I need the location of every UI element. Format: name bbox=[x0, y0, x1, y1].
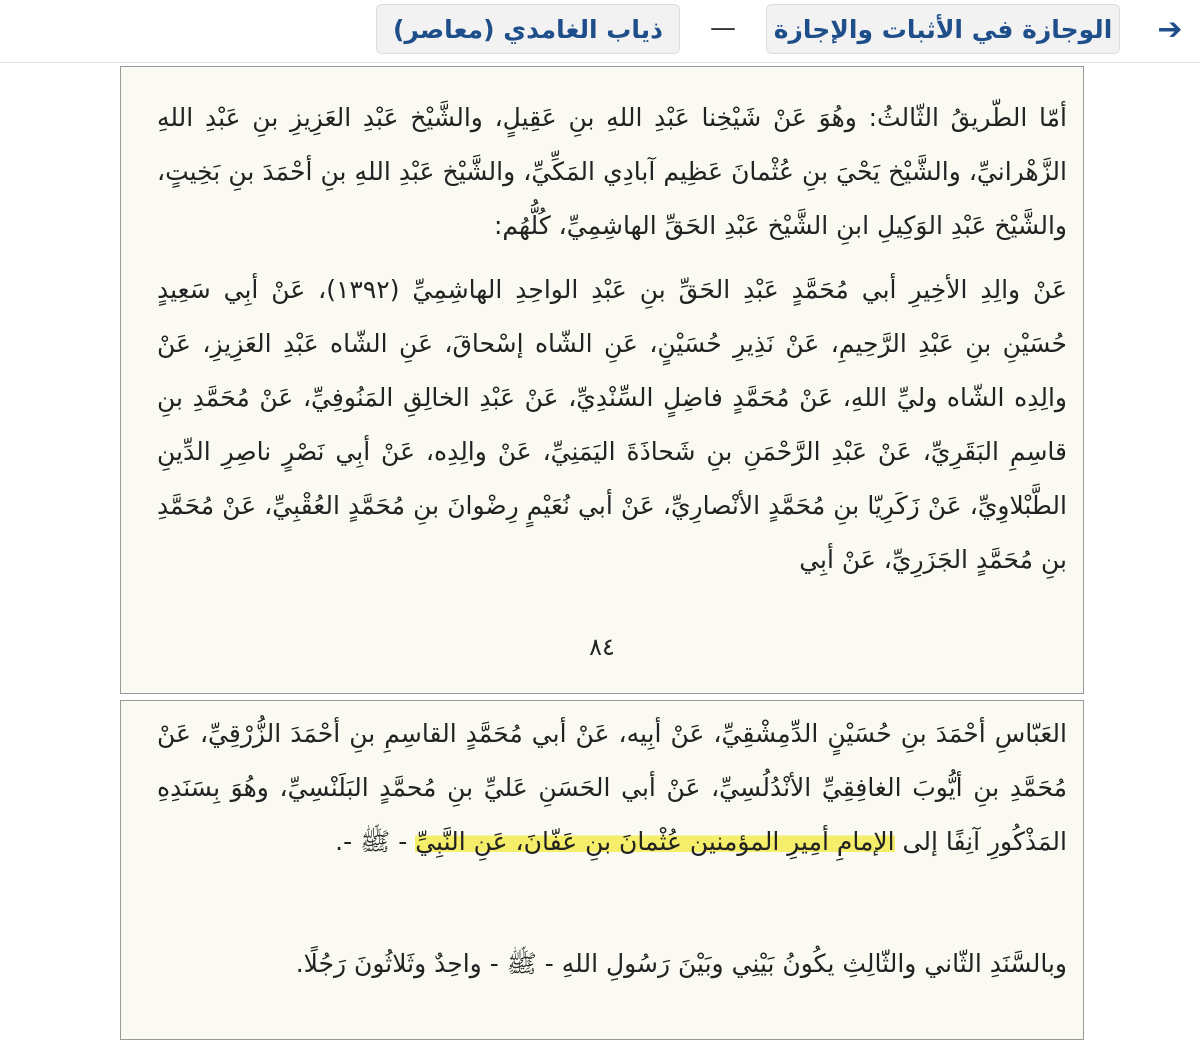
paragraph-chain-text: العَبّاسِ أحْمَدَ بنِ حُسَيْنٍ الدِّمِشْقِيِّ، عَنْ أبِيه، عَنْ أبي مُحَمَّدٍ القاسِمِ بنِ أحْمَدَ الزُّرْقِيِّ، عَنْ مُحَمَّدِ بنِ أيُّوبَ الغافِقِيِّ الأنْدُلُسِيِّ، عَنْ أبي الحَسَنِ عَليِّ بنِ مُحمَّدٍ البَلَنْسِيِّ، وهُوَ بِسَنَدِهِ المَذْكُورِ آنِفًا إلى bbox=[157, 719, 1067, 856]
salutation-text: - ﷺ -. bbox=[335, 827, 408, 856]
author-button[interactable]: ذياب الغامدي (معاصر) bbox=[376, 4, 680, 54]
arrow-right-icon[interactable]: ➔ bbox=[1157, 11, 1183, 47]
paragraph-chain-continued bbox=[157, 707, 1067, 869]
highlighted-text[interactable]: الإمامِ أمِيرِ المؤمنين عُثْمانَ بنِ عَفّانَ، عَنِ النَّبِيِّ bbox=[415, 827, 895, 856]
paragraph-chain: عَنْ والِدِ الأخِيرِ أبي مُحَمَّدٍ عَبْدِ الحَقِّ بنِ عَبْدِ الواحِدِ الهاشِمِيِّ (١٣٩٢)، عَنْ أبِي سَعِيدٍ حُسَيْنِ بنِ عَبْدِ الرَّحِيمِ، عَنْ نَذِيرِ حُسَيْنٍ، عَنِ الشّاه إسْحاقَ، عَنِ الشّاه عَبْدِ العَزِيزِ، عَنْ والِدِه الشّاه وليِّ اللهِ، عَنْ مُحَمَّدٍ فاضِلٍ السِّنْدِيِّ، عَنْ عَبْدِ الخالِقِ المَنُوفِيِّ، عَنْ مُحَمَّدِ بنِ قاسِمِ البَقَرِيِّ، عَنْ عَبْدِ الرَّحْمَنِ بنِ شَحاذَةَ اليَمَنِيِّ، عَنْ والِدِه، عَنْ أبِي نَصْرٍ ناصِرِ الدِّينِ الطَّبْلاوِيِّ، عَنْ زَكَرِيّا بنِ مُحَمَّدٍ الأنْصارِيِّ، عَنْ أبي نُعَيْمٍ رِضْوانَ بنِ مُحَمَّدٍ العُقْبِيِّ، عَنْ مُحَمَّدِ بنِ مُحَمَّدٍ الجَزَرِيِّ، عَنْ أبِي bbox=[157, 275, 1067, 574]
book-page-85 bbox=[120, 700, 1084, 1040]
paragraph-third-route: أمّا الطّريقُ الثّالثُ: وهُوَ عَنْ شَيْخِنا عَبْدِ اللهِ بنِ عَقِيلٍ، والشَّيْخ عَبْدِ العَزِيزِ بنِ عَبْدِ اللهِ الزَّهْرانيِّ، والشَّيْخ يَحْيَ بنِ عُثْمانَ عَظِيم آبادِي المَكِّيِّ، والشَّيْخ عَبْدِ اللهِ بنِ أحْمَدَ بنِ بَخِيتٍ، والشَّيْخ عَبْدِ الوَكِيلِ ابنِ الشَّيْخ عَبْدِ الحَقِّ الهاشِمِيِّ، كُلُّهُم: bbox=[157, 103, 1067, 240]
paragraph-chain-count: وبالسَّنَدِ الثّاني والثّالِثِ يكُونُ بَيْنِي وبَيْنَ رَسُولِ اللهِ - ﷺ - واحِدٌ وثَلاثُونَ رَجُلًا. bbox=[295, 949, 1067, 978]
page-number: ٨٤ bbox=[589, 633, 615, 661]
book-title-button[interactable]: الوجازة في الأثبات والإجازة bbox=[766, 4, 1120, 54]
title-separator: — bbox=[710, 13, 736, 43]
book-page-84 bbox=[120, 66, 1084, 694]
top-bar bbox=[0, 0, 1200, 63]
